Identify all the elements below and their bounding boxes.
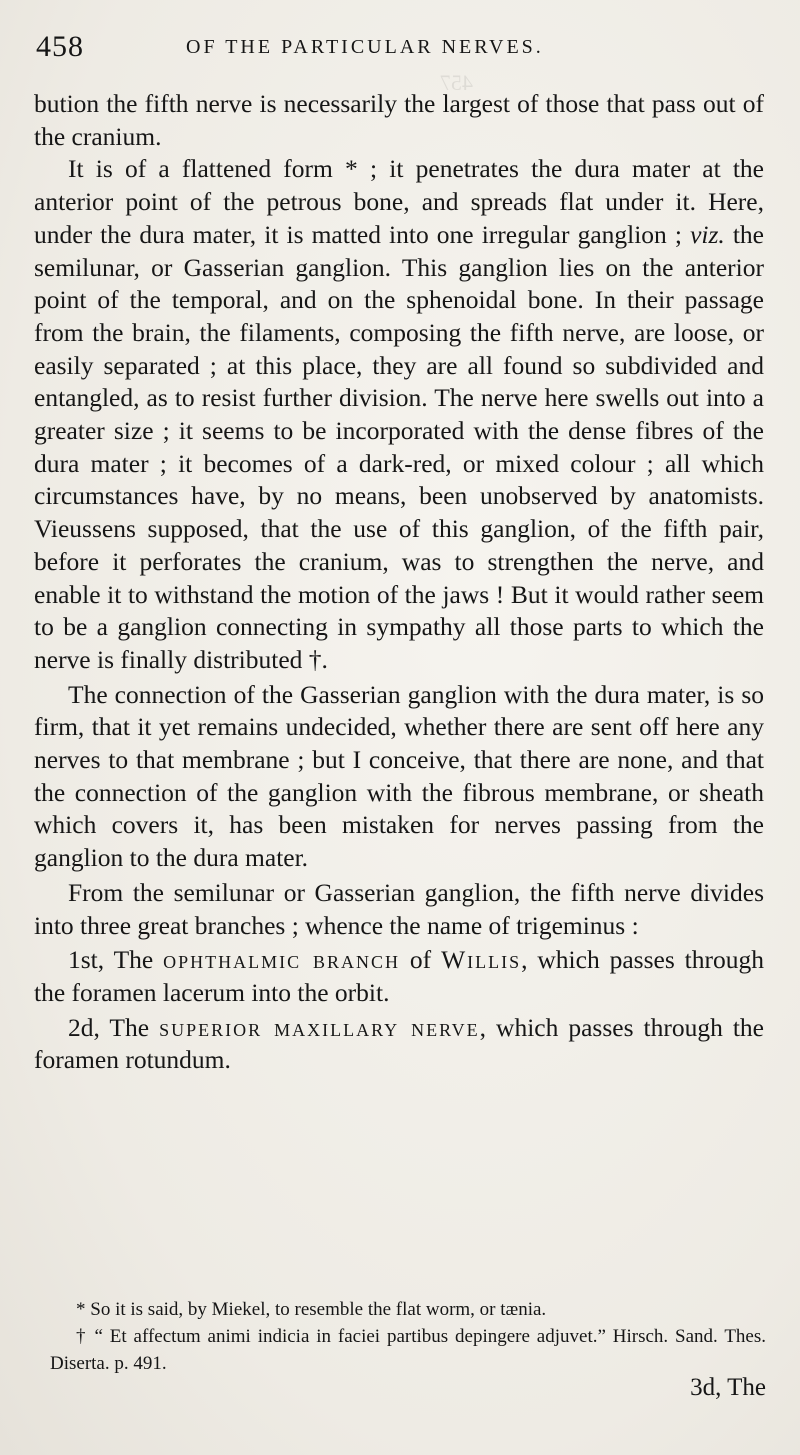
page-number: 458 — [36, 30, 84, 63]
paragraph-trigeminus — [34, 877, 764, 942]
catchword: 3d, The — [690, 1374, 766, 1401]
text-segment: bution the fifth nerve is necessarily the largest of those that pass out of the cranium. — [34, 89, 764, 151]
smallcaps-willis: Willis — [441, 945, 522, 975]
paragraph-gasserian-connection — [34, 679, 764, 875]
text-segment: , which passes through the foramen lacerum into the orbit. — [34, 945, 764, 1007]
footnote-asterisk — [50, 1296, 766, 1323]
text-segment: of — [400, 945, 442, 975]
text-segment: 1st, The — [68, 945, 164, 975]
smallcaps-superior-maxillary-nerve: superior maxillary nerve — [159, 1012, 480, 1042]
body-text — [34, 88, 764, 1077]
text-segment: 2d, The — [68, 1012, 160, 1042]
text-segment: , which passes through the foramen rotundum. — [34, 1012, 764, 1075]
footnotes — [50, 1296, 766, 1377]
text-segment: The connection of the Gasserian ganglion with the dura mater, is so firm, that it yet remains undecided, whether there are sent off here any nerves to that membrane ; but I conceive, that there are none, and that the connection of the ganglion with the fibrous membrane, or sheath which covers it, has been mistaken for nerves passing from the ganglion to the dura mater. — [34, 679, 764, 873]
text-segment: * So it is said, by Miekel, to resemble the flat worm, or tænia. — [76, 1299, 547, 1320]
smallcaps-ophthalmic-branch: ophthalmic branch — [163, 945, 401, 975]
show-through-text: 457 — [440, 70, 473, 95]
text-segment: It is of a flattened form * ; it penetrates the dura mater at the anterior point of the petrous bone, and spreads flat under it. Here, under the dura mater, it is matted into one irregular ganglion ; — [34, 154, 764, 249]
italic-viz: viz. — [690, 219, 725, 249]
paragraph-first-branch — [34, 944, 764, 1009]
footnote-dagger — [50, 1323, 766, 1377]
text-segment: † “ Et affectum animi indicia in faciei partibus depingere adjuvet.” Hirsch. Sand. Thes. Diserta. p. 491. — [50, 1326, 766, 1374]
page-header — [36, 30, 776, 70]
text-segment: the semilunar, or Gasserian ganglion. This ganglion lies on the anterior point of the temporal, and on the sphenoidal bone. In their passage from the brain, the filaments, composing the fifth nerve, are loose, or easily separated ; at this place, they are all found so subdivided and entangled, as to resist further division. The nerve here swells out into a greater size ; it seems to be incorporated with the dense fibres of the dura mater ; it becomes of a dark-red, or mixed colour ; all which circumstances have, by no means, been unobserved by anatomists. Vieussens supposed, that the use of this ganglion, of the fifth pair, before it perforates the cranium, was to strengthen the nerve, and enable it to withstand the motion of the jaws ! But it would rather seem to be a ganglion connecting in sympathy all those parts to which the nerve is finally distributed †. — [34, 219, 764, 674]
paragraph-fifth-nerve-form — [34, 153, 764, 676]
paragraph-continuation — [34, 88, 764, 153]
text-segment: From the semilunar or Gasserian ganglion, the fifth nerve divides into three great branches ; whence the name of trigeminus : — [34, 877, 764, 940]
running-head: OF THE PARTICULAR NERVES. — [186, 36, 544, 58]
paragraph-second-branch — [34, 1012, 764, 1077]
